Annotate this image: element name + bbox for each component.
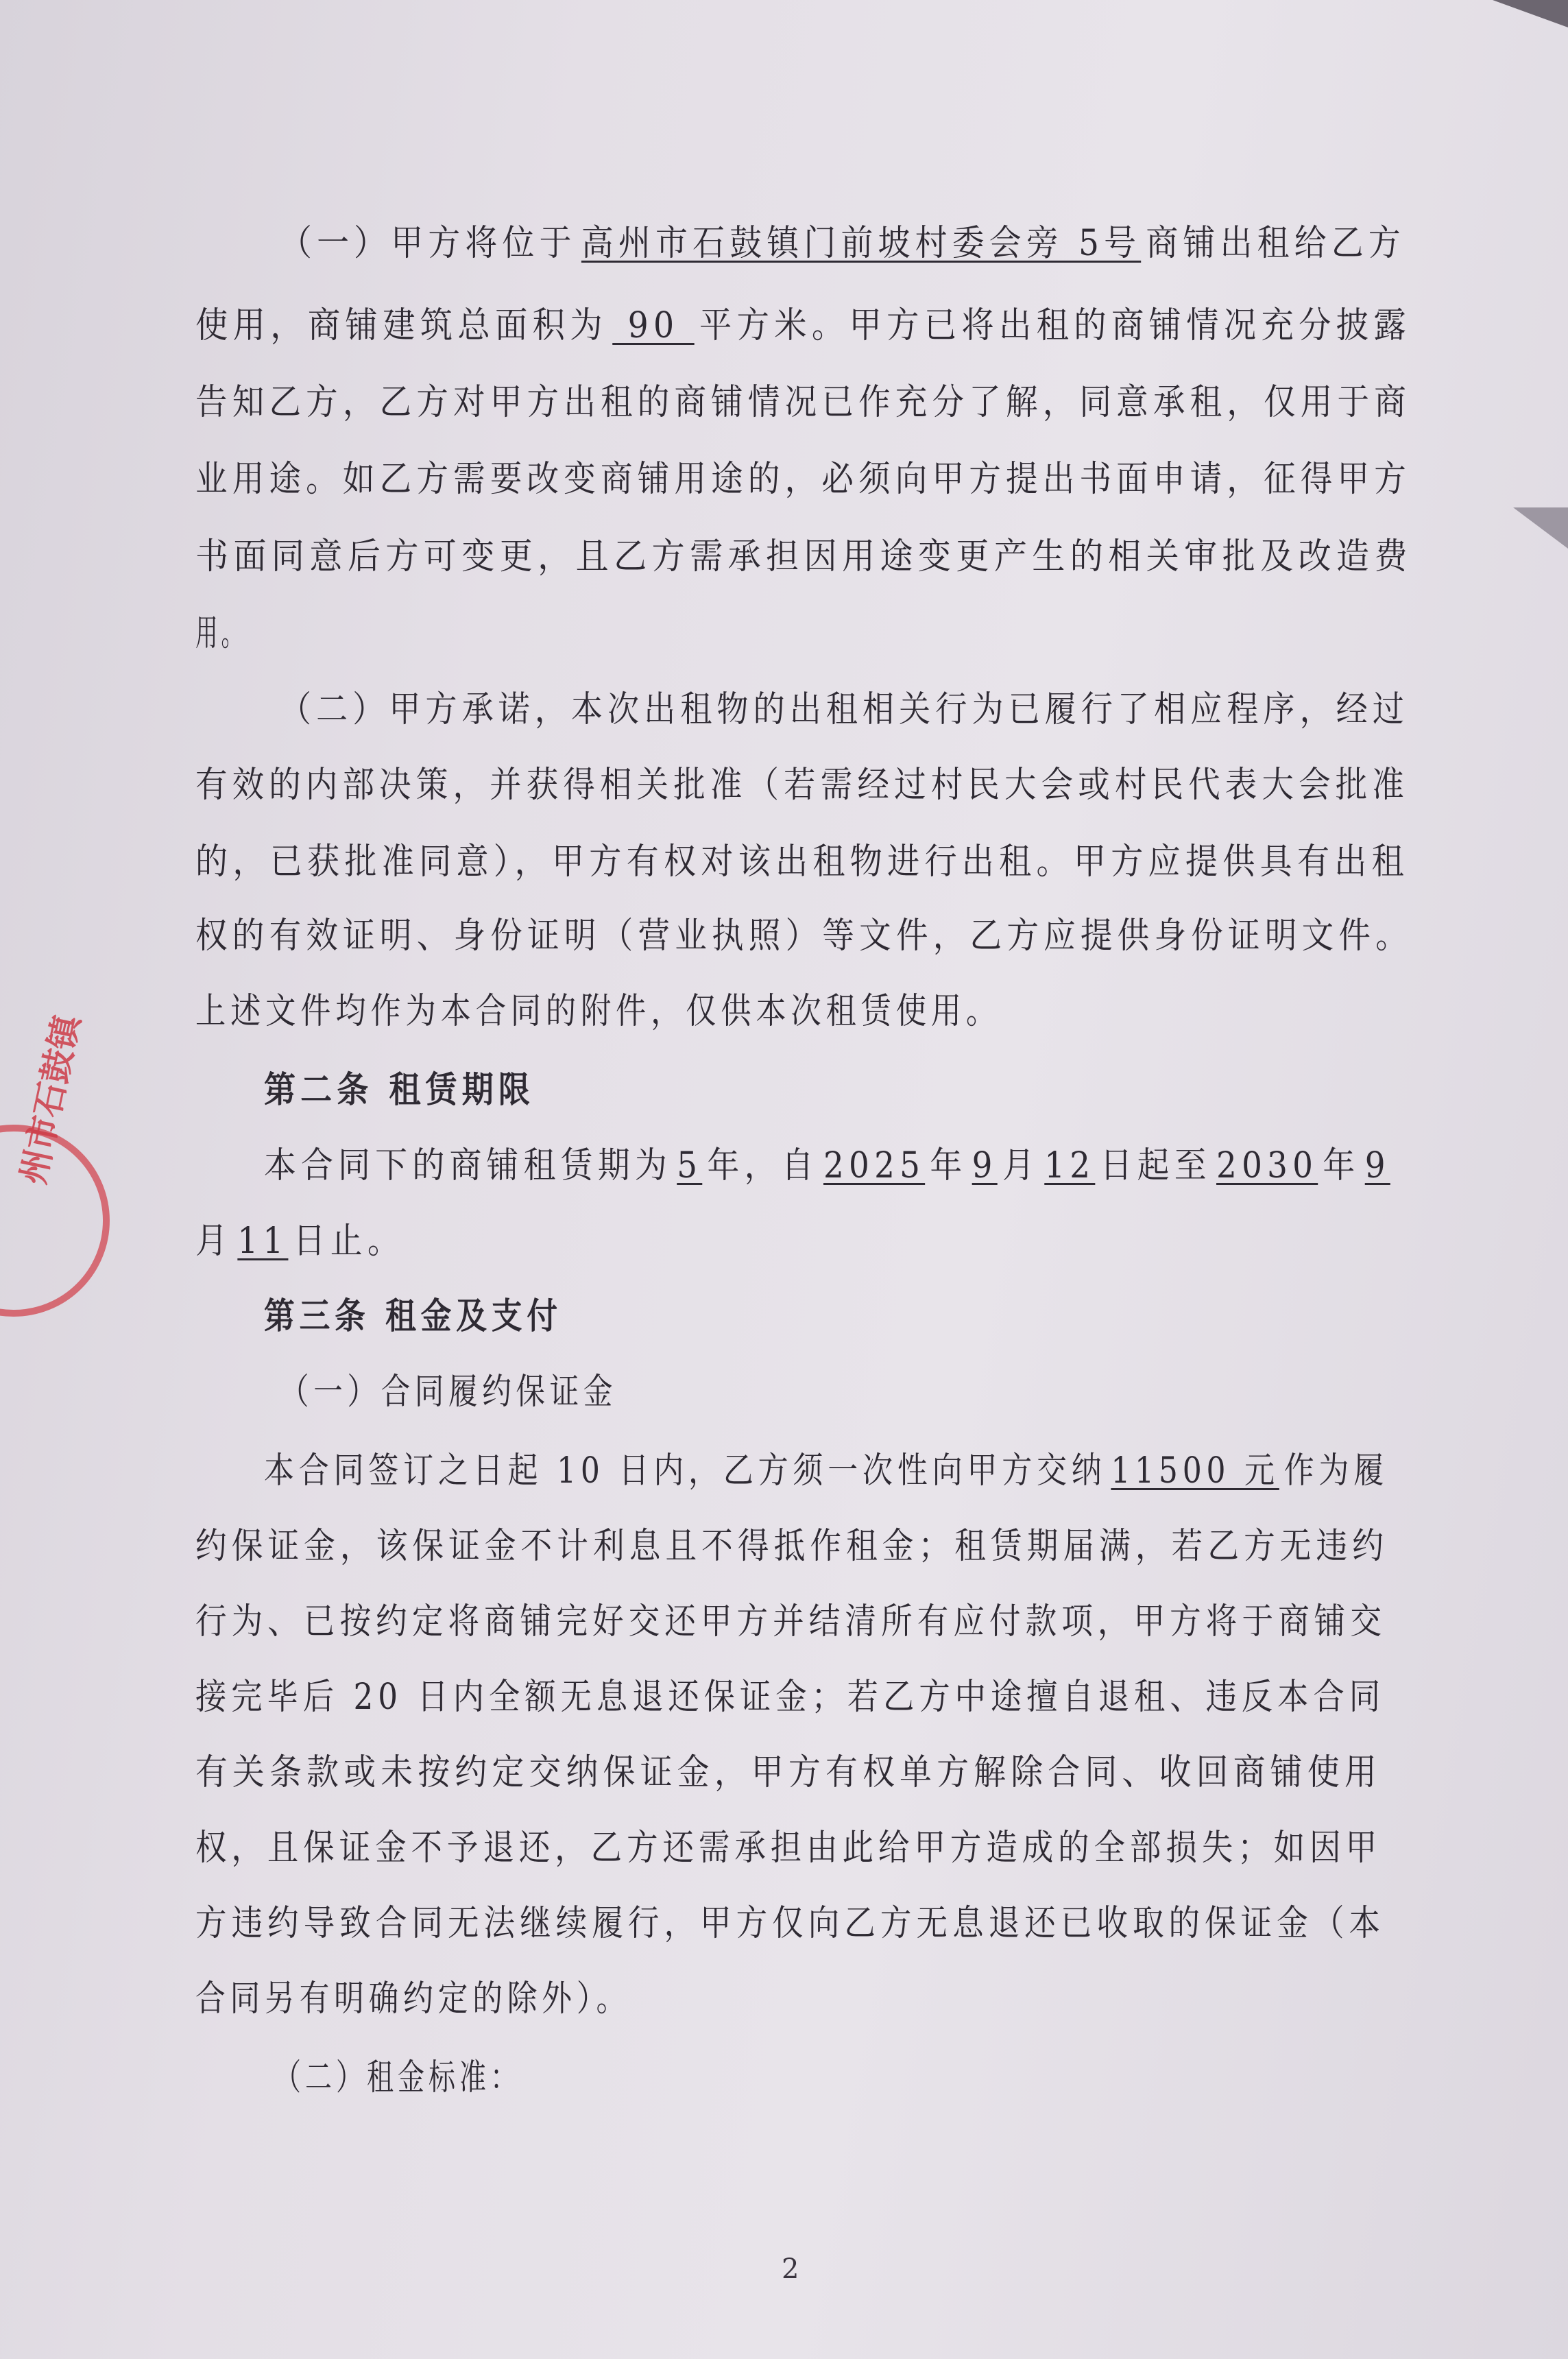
text-segment: 书面同意后方可变更，且乙方需承担因用途变更产生的相关审批及改造费 xyxy=(195,536,1412,577)
filled-blank: 高州市石鼓镇门前坡村委会旁 5号 xyxy=(581,223,1142,264)
section-heading xyxy=(264,1066,535,1114)
text-segment: 行为、已按约定将商铺完好交还甲方并结清所有应付款项，甲方将于商铺交 xyxy=(195,1601,1386,1642)
text-segment: 的，已获批准同意），甲方有权对该出租物进行出租。甲方应提供具有出租 xyxy=(195,841,1409,883)
text-line xyxy=(195,912,1412,960)
text-segment: 日起至 xyxy=(1100,1145,1211,1186)
text-segment: 第三条 租金及支付 xyxy=(264,1295,562,1337)
page-corner-shadow xyxy=(1493,0,1568,27)
text-segment: 权，且保证金不予退还，乙方还需承担由此给甲方造成的全部损失；如因甲 xyxy=(195,1828,1382,1869)
text-line xyxy=(264,1447,1388,1495)
text-segment: 商铺出租给乙方 xyxy=(1146,223,1406,264)
text-line xyxy=(280,1368,617,1416)
text-segment: 接完毕后 20 日内全额无息退还保证金；若乙方中途擅自退租、违反本合同 xyxy=(195,1677,1385,1718)
filled-blank: 12 xyxy=(1044,1145,1096,1186)
text-line xyxy=(195,1975,631,2023)
filled-blank: 11500 元 xyxy=(1111,1450,1279,1492)
text-line xyxy=(264,1142,1395,1190)
text-segment: （一）甲方将位于 xyxy=(280,223,577,264)
text-line xyxy=(274,2054,521,2102)
text-segment: 用。 xyxy=(195,613,247,654)
page-number: 2 xyxy=(782,2253,799,2285)
text-segment: 月 xyxy=(1002,1145,1040,1186)
text-line xyxy=(195,987,1001,1035)
text-line xyxy=(195,1598,1386,1646)
text-segment: 权的有效证明、身份证明（营业执照）等文件，乙方应提供身份证明文件。 xyxy=(195,915,1412,957)
text-line xyxy=(280,219,1406,267)
filled-blank: 90 xyxy=(612,305,695,346)
text-segment: 平方米。甲方已将出租的商铺情况充分披露 xyxy=(699,305,1411,346)
text-line xyxy=(195,1217,405,1265)
text-segment: 合同另有明确约定的除外）。 xyxy=(195,1978,631,2020)
text-segment: 有效的内部决策，并获得相关批准（若需经过村民大会或村民代表大会批准 xyxy=(195,765,1409,806)
text-line xyxy=(195,1900,1385,1948)
filled-blank: 2025 xyxy=(823,1145,926,1186)
text-line xyxy=(195,838,1409,886)
text-segment: 告知乙方，乙方对甲方出租的商铺情况已作充分了解，同意承租，仅用于商 xyxy=(195,382,1411,423)
text-segment: 业用途。如乙方需要改变商铺用途的，必须向甲方提出书面申请，征得甲方 xyxy=(195,459,1411,500)
text-segment: 第二条 租赁期限 xyxy=(264,1069,535,1111)
text-segment: 有关条款或未按约定交纳保证金，甲方有权单方解除合同、收回商铺使用 xyxy=(195,1752,1382,1793)
filled-blank: 9 xyxy=(972,1145,998,1186)
text-line xyxy=(195,1673,1385,1721)
text-line xyxy=(195,1522,1388,1570)
filled-blank: 9 xyxy=(1364,1145,1390,1186)
text-line xyxy=(195,610,247,658)
text-segment: （二）租金标准： xyxy=(274,2057,521,2098)
text-segment: 月 xyxy=(195,1221,233,1262)
filled-blank: 5 xyxy=(677,1145,703,1186)
text-segment: 本合同下的商铺租赁期为 xyxy=(264,1145,673,1186)
text-segment: 日止。 xyxy=(293,1221,405,1262)
filled-blank: 2030 xyxy=(1216,1145,1318,1186)
text-segment: 年，自 xyxy=(707,1145,819,1186)
text-line xyxy=(195,1749,1382,1797)
text-segment: 方违约导致合同无法继续履行，甲方仅向乙方无息退还已收取的保证金（本 xyxy=(195,1903,1385,1944)
text-line xyxy=(195,455,1411,503)
text-segment: 年 xyxy=(1323,1145,1360,1186)
text-segment: 作为履 xyxy=(1283,1450,1388,1492)
text-line xyxy=(195,1824,1382,1872)
text-segment: （二）甲方承诺，本次出租物的出租相关行为已履行了相应程序，经过 xyxy=(280,689,1409,730)
text-segment: 上述文件均作为本合同的附件，仅供本次租赁使用。 xyxy=(195,991,1001,1032)
text-line xyxy=(195,379,1411,427)
text-segment: 约保证金，该保证金不计利息且不得抵作租金；租赁期届满，若乙方无违约 xyxy=(195,1526,1388,1567)
text-segment: （一）合同履约保证金 xyxy=(280,1372,617,1413)
section-heading xyxy=(264,1293,562,1341)
text-segment: 本合同签订之日起 10 日内，乙方须一次性向甲方交纳 xyxy=(264,1450,1107,1492)
seal-text: 州市石鼓镇 xyxy=(12,1011,88,1188)
filled-blank: 11 xyxy=(237,1221,289,1262)
text-segment: 年 xyxy=(930,1145,967,1186)
text-line xyxy=(280,686,1409,734)
text-line xyxy=(195,302,1411,350)
folded-edge xyxy=(1513,507,1568,549)
text-line xyxy=(195,761,1409,809)
text-line xyxy=(195,533,1412,581)
text-segment: 使用，商铺建筑总面积为 xyxy=(195,305,607,346)
